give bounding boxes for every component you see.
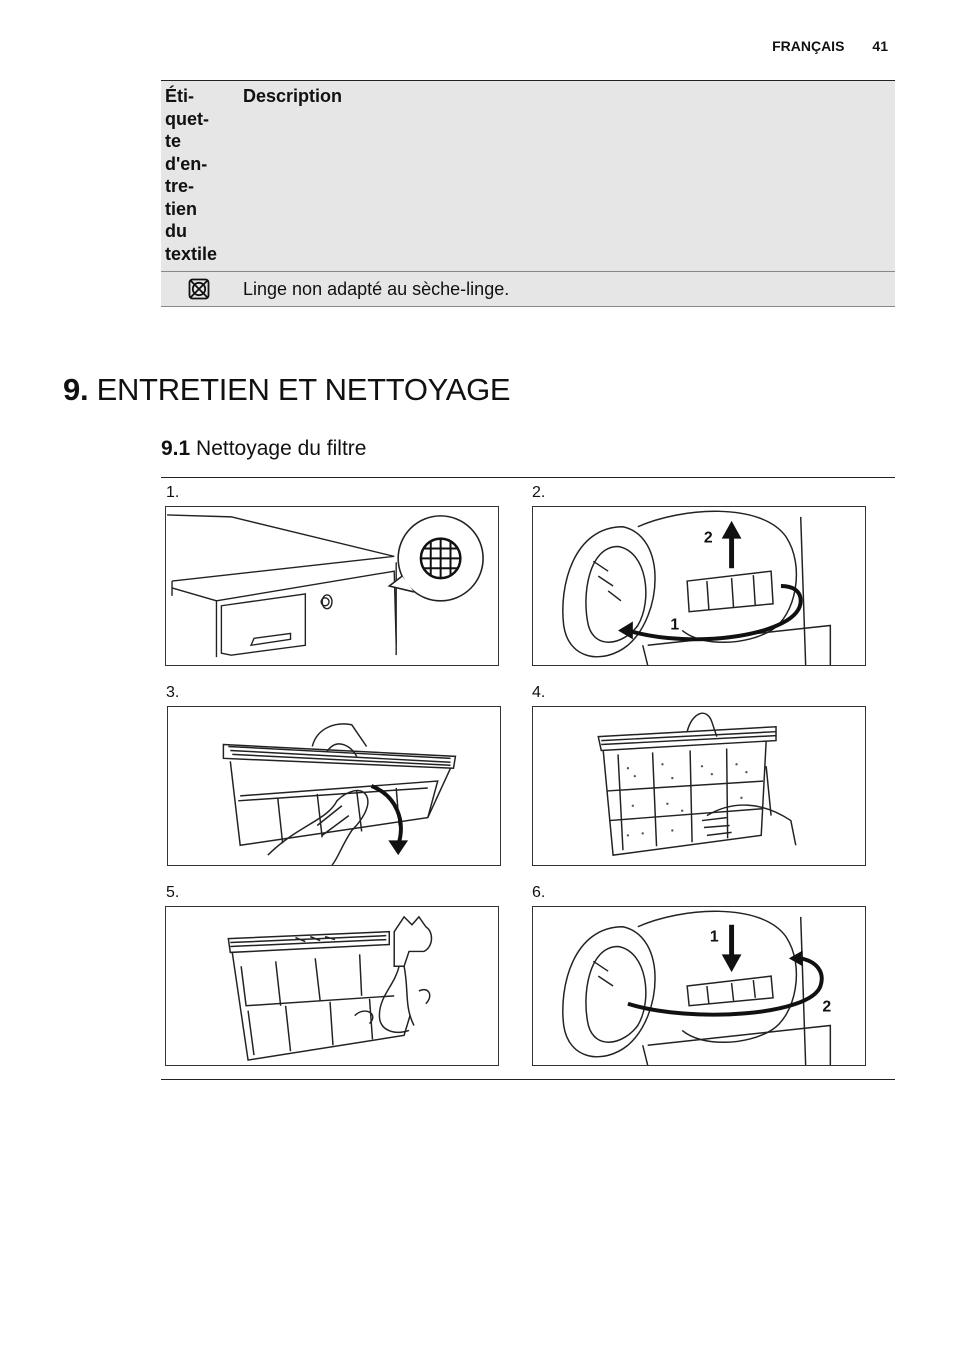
filter-cleaning-figure bbox=[161, 477, 895, 1080]
header-language: FRANÇAIS bbox=[772, 38, 845, 54]
page-number: 41 bbox=[872, 38, 888, 54]
callout-number: 1 bbox=[709, 928, 719, 946]
rinse-filter-under-tap-drawing bbox=[166, 907, 498, 1065]
do-not-tumble-dry-icon bbox=[188, 278, 210, 300]
page-header bbox=[772, 38, 888, 54]
table-row bbox=[161, 272, 895, 307]
dryer-top-filter-location-drawing bbox=[166, 507, 498, 665]
step-label: 2. bbox=[532, 484, 546, 501]
step-5-illustration bbox=[165, 906, 499, 1066]
step-6-illustration bbox=[532, 906, 866, 1066]
step-label: 3. bbox=[166, 684, 180, 701]
callout-number: 2 bbox=[703, 529, 713, 547]
callout-number: 1 bbox=[670, 616, 680, 634]
subsection-title: Nettoyage du filtre bbox=[196, 437, 367, 460]
open-filter-drawing bbox=[168, 707, 500, 865]
step-label: 1. bbox=[166, 484, 180, 501]
callout-number: 2 bbox=[822, 998, 832, 1016]
subsection-number: 9.1 bbox=[161, 437, 191, 460]
clean-filter-by-hand-drawing bbox=[533, 707, 865, 865]
section-title: ENTRETIEN ET NETTOYAGE bbox=[96, 372, 511, 407]
reinsert-filter-close-door-drawing bbox=[533, 907, 865, 1065]
description-column-header: Description bbox=[243, 86, 343, 106]
open-door-lift-filter-drawing bbox=[533, 507, 865, 665]
step-label: 6. bbox=[532, 884, 546, 901]
step-label: 5. bbox=[166, 884, 180, 901]
table-header-row bbox=[161, 81, 895, 272]
section-number: 9. bbox=[63, 372, 89, 407]
step-label: 4. bbox=[532, 684, 546, 701]
step-3-illustration bbox=[167, 706, 501, 866]
care-label-column-header: Éti- quet- te d'en- tre- tien du textile bbox=[165, 86, 218, 264]
subsection-heading bbox=[161, 437, 366, 461]
step-2-illustration bbox=[532, 506, 866, 666]
care-label-table bbox=[161, 80, 895, 307]
step-1-illustration bbox=[165, 506, 499, 666]
section-heading bbox=[63, 372, 510, 408]
step-4-illustration bbox=[532, 706, 866, 866]
row-description: Linge non adapté au sèche-linge. bbox=[243, 278, 510, 299]
